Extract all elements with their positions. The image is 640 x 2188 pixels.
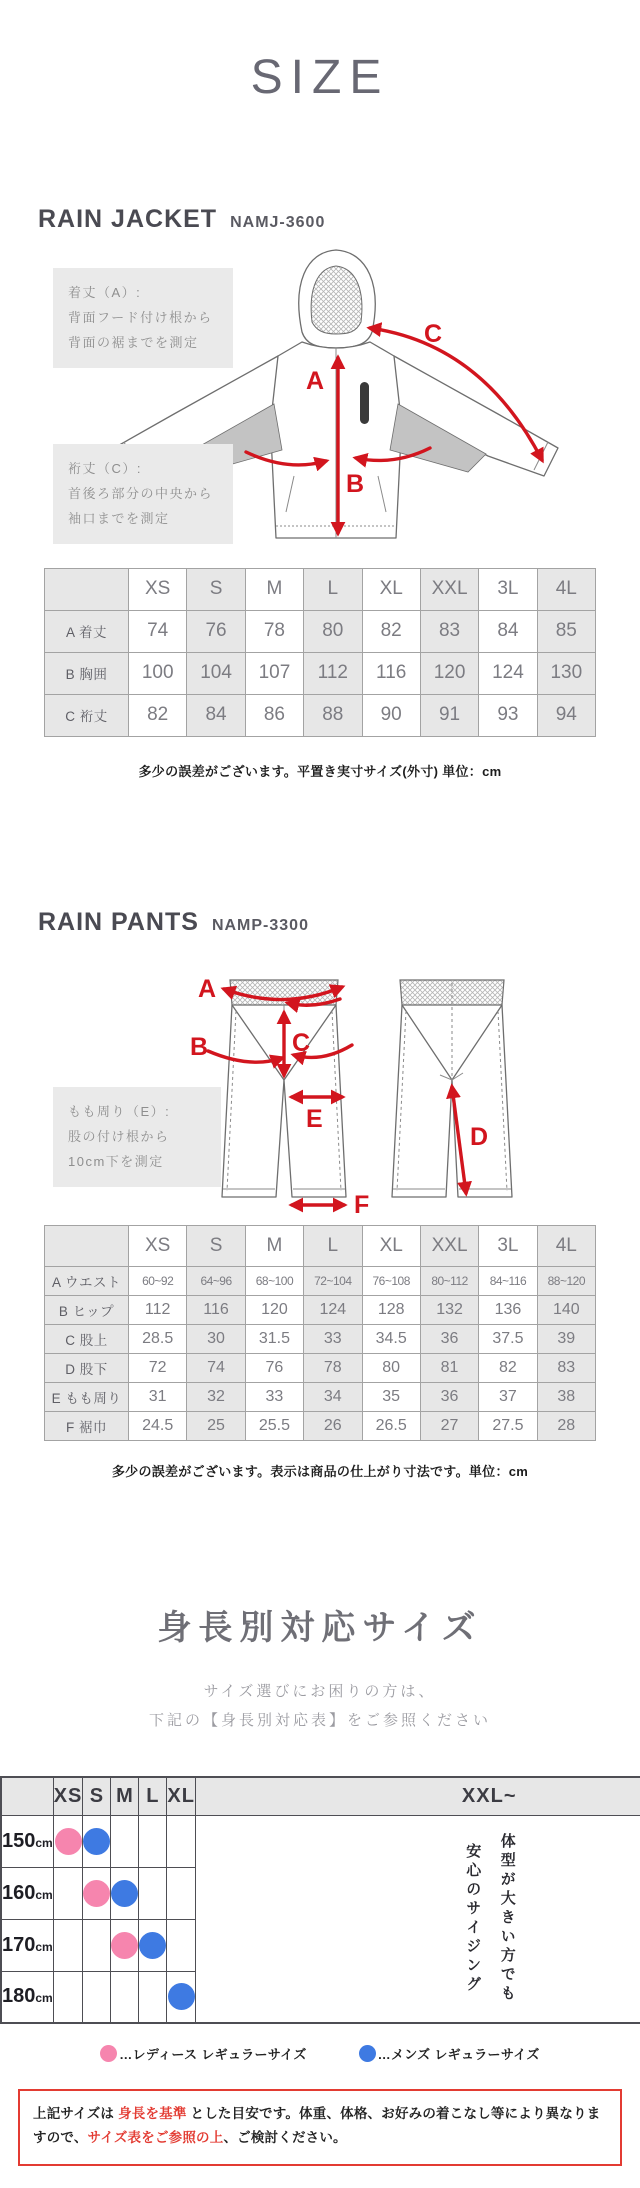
height-table-corner [1, 1777, 53, 1816]
height-column-header: XXL~ [195, 1777, 640, 1816]
size-value-cell: 76 [245, 1353, 303, 1382]
size-value-cell: 120 [245, 1295, 303, 1324]
size-value-cell: 90 [362, 694, 420, 736]
height-size-cell [53, 1867, 83, 1919]
size-value-cell: 84 [479, 610, 537, 652]
mens-size-dot [139, 1932, 166, 1959]
height-row-label: 160cm [1, 1867, 53, 1919]
jacket-measure-note-c: 裄丈（C）: 首後ろ部分の中央から 袖口までを測定 [53, 444, 233, 544]
size-column-header: 4L [537, 568, 595, 610]
jacket-table-note: 多少の誤差がございます。平置き実寸サイズ(外寸) 単位：cm [138, 763, 502, 779]
footer-note-highlight: 身長を基準 [118, 2106, 187, 2122]
size-table-corner [45, 568, 129, 610]
footer-note-highlight: サイズ表をご参照の上 [87, 2130, 224, 2146]
height-side-note: 体型が大きい方でも 安心のサイジング [464, 1833, 516, 2005]
size-column-header: XS [129, 1225, 187, 1266]
size-value-cell: 81 [420, 1353, 478, 1382]
size-value-cell: 124 [304, 1295, 362, 1324]
size-value-cell: 80 [362, 1353, 420, 1382]
size-value-cell: 24.5 [129, 1411, 187, 1440]
pants-label-c: C [292, 1028, 311, 1057]
pants-figure [0, 945, 640, 1215]
size-column-header: 4L [537, 1225, 595, 1266]
height-column-header: XL [167, 1777, 196, 1816]
size-column-header: XL [362, 1225, 420, 1266]
size-column-header: XS [129, 568, 187, 610]
size-value-cell: 31.5 [245, 1324, 303, 1353]
height-size-cell [139, 1919, 167, 1971]
size-table-corner [45, 1225, 129, 1266]
size-column-header: XXL [420, 568, 478, 610]
height-size-cell [53, 1815, 83, 1867]
footer-note [18, 2089, 622, 2166]
size-value-cell: 100 [129, 652, 187, 694]
height-size-cell [83, 1867, 111, 1919]
size-value-cell: 37.5 [479, 1324, 537, 1353]
size-value-cell: 112 [129, 1295, 187, 1324]
mens-size-dot [83, 1828, 110, 1855]
mens-size-dot [168, 1983, 195, 2010]
size-value-cell: 39 [537, 1324, 595, 1353]
height-row-label: 150cm [1, 1815, 53, 1867]
size-value-cell: 60~92 [129, 1266, 187, 1295]
pants-measure-note-e: もも周り（E）: 股の付け根から 10cm下を測定 [53, 1087, 221, 1187]
mens-size-dot [111, 1880, 138, 1907]
size-value-cell: 68~100 [245, 1266, 303, 1295]
size-value-cell: 27 [420, 1411, 478, 1440]
pants-model-number: NAMP-3300 [211, 916, 309, 934]
size-value-cell: 120 [420, 652, 478, 694]
size-value-cell: 80~112 [420, 1266, 478, 1295]
size-value-cell: 30 [187, 1324, 245, 1353]
size-column-header: S [187, 1225, 245, 1266]
size-column-header: XXL [420, 1225, 478, 1266]
size-column-header: L [304, 1225, 362, 1266]
jacket-measure-note-a: 着丈（A）: 背面フード付け根から 背面の裾までを測定 [53, 268, 233, 368]
height-column-header: M [111, 1777, 139, 1816]
size-value-cell: 74 [129, 610, 187, 652]
size-value-cell: 76 [187, 610, 245, 652]
size-value-cell: 38 [537, 1382, 595, 1411]
size-column-header: M [245, 568, 303, 610]
legend-label: …メンズ レギュラーサイズ [377, 2047, 540, 2063]
height-section-title: 身長別対応サイズ [157, 1608, 483, 1647]
pants-label-d: D [470, 1122, 489, 1151]
size-value-cell: 35 [362, 1382, 420, 1411]
jacket-model-number: NAMJ-3600 [230, 213, 326, 231]
size-value-cell: 25.5 [245, 1411, 303, 1440]
height-size-cell [139, 1867, 167, 1919]
size-value-cell: 107 [245, 652, 303, 694]
size-value-cell: 128 [362, 1295, 420, 1324]
size-value-cell: 33 [245, 1382, 303, 1411]
size-row-label: E もも周り [45, 1382, 129, 1411]
height-size-cell [139, 1971, 167, 2023]
height-column-header: XS [53, 1777, 83, 1816]
womens-legend-dot [100, 2045, 117, 2062]
size-value-cell: 91 [420, 694, 478, 736]
size-column-header: M [245, 1225, 303, 1266]
size-value-cell: 72 [129, 1353, 187, 1382]
pants-title: RAIN PANTS [38, 907, 199, 936]
pants-label-b: B [190, 1032, 209, 1061]
height-column-header: L [139, 1777, 167, 1816]
footer-note-text: 、ご検討ください。 [223, 2130, 347, 2146]
size-value-cell: 84 [187, 694, 245, 736]
size-value-cell: 74 [187, 1353, 245, 1382]
womens-size-dot [83, 1880, 110, 1907]
size-value-cell: 34 [304, 1382, 362, 1411]
size-row-label: B ヒップ [45, 1295, 129, 1324]
mens-legend-dot [359, 2045, 376, 2062]
size-value-cell: 130 [537, 652, 595, 694]
size-value-cell: 104 [187, 652, 245, 694]
height-size-cell [139, 1815, 167, 1867]
height-size-cell [111, 1815, 139, 1867]
size-value-cell: 80 [304, 610, 362, 652]
size-row-label: B 胸囲 [45, 652, 129, 694]
height-chart-table [0, 1776, 640, 2025]
height-row-label: 180cm [1, 1971, 53, 2023]
size-value-cell: 82 [479, 1353, 537, 1382]
height-row-label: 170cm [1, 1919, 53, 1971]
legend-item [100, 2044, 306, 2063]
height-size-cell [167, 1815, 196, 1867]
jacket-size-table [44, 568, 596, 737]
pants-label-e: E [306, 1104, 323, 1133]
height-size-cell [83, 1815, 111, 1867]
legend-label: …レディース レギュラーサイズ [119, 2047, 307, 2063]
pants-section-heading [0, 908, 640, 937]
height-size-cell [167, 1919, 196, 1971]
size-value-cell: 72~104 [304, 1266, 362, 1295]
size-value-cell: 86 [245, 694, 303, 736]
size-row-label: A 着丈 [45, 610, 129, 652]
size-legend [0, 2044, 640, 2063]
height-size-cell [111, 1971, 139, 2023]
size-value-cell: 33 [304, 1324, 362, 1353]
size-column-header: XL [362, 568, 420, 610]
size-value-cell: 94 [537, 694, 595, 736]
size-value-cell: 34.5 [362, 1324, 420, 1353]
pants-label-a: A [198, 974, 217, 1003]
jacket-label-a: A [306, 366, 325, 395]
womens-size-dot [55, 1828, 82, 1855]
size-value-cell: 84~116 [479, 1266, 537, 1295]
size-value-cell: 36 [420, 1324, 478, 1353]
size-value-cell: 27.5 [479, 1411, 537, 1440]
size-value-cell: 132 [420, 1295, 478, 1324]
size-value-cell: 37 [479, 1382, 537, 1411]
size-value-cell: 116 [187, 1295, 245, 1324]
height-section-subtitle: サイズ選びにお困りの方は、 下記の【身長別対応表】をご参照ください [148, 1683, 491, 1730]
footer-note-text: とした目安です。体重、体格、お好みの着こなし等により異なりますので、 [33, 2106, 601, 2146]
height-size-cell [167, 1867, 196, 1919]
size-value-cell: 32 [187, 1382, 245, 1411]
jacket-hood-lining [311, 266, 362, 334]
pants-size-table [44, 1225, 596, 1441]
size-value-cell: 26.5 [362, 1411, 420, 1440]
size-value-cell: 116 [362, 652, 420, 694]
size-value-cell: 93 [479, 694, 537, 736]
size-value-cell: 28.5 [129, 1324, 187, 1353]
size-value-cell: 82 [129, 694, 187, 736]
size-value-cell: 88 [304, 694, 362, 736]
size-value-cell: 83 [420, 610, 478, 652]
height-size-cell [167, 1971, 196, 2023]
size-column-header: 3L [479, 1225, 537, 1266]
pants-label-f: F [354, 1190, 370, 1215]
height-size-cell [111, 1867, 139, 1919]
jacket-title: RAIN JACKET [38, 204, 218, 233]
height-size-cell [53, 1919, 83, 1971]
jacket-label-c: C [424, 319, 443, 348]
size-value-cell: 28 [537, 1411, 595, 1440]
page-title: SIZE [250, 51, 390, 104]
size-row-label: A ウエスト [45, 1266, 129, 1295]
jacket-figure [0, 244, 640, 556]
size-value-cell: 124 [479, 652, 537, 694]
size-value-cell: 85 [537, 610, 595, 652]
size-value-cell: 31 [129, 1382, 187, 1411]
height-size-cell [83, 1919, 111, 1971]
size-value-cell: 25 [187, 1411, 245, 1440]
womens-size-dot [111, 1932, 138, 1959]
size-value-cell: 82 [362, 610, 420, 652]
height-side-note-cell [195, 1815, 640, 2023]
size-column-header: 3L [479, 568, 537, 610]
size-row-label: F 裾巾 [45, 1411, 129, 1440]
size-value-cell: 140 [537, 1295, 595, 1324]
size-row-label: D 股下 [45, 1353, 129, 1382]
size-value-cell: 88~120 [537, 1266, 595, 1295]
size-value-cell: 83 [537, 1353, 595, 1382]
height-size-cell [53, 1971, 83, 2023]
size-value-cell: 76~108 [362, 1266, 420, 1295]
jacket-label-b: B [346, 469, 365, 498]
size-value-cell: 64~96 [187, 1266, 245, 1295]
height-column-header: S [83, 1777, 111, 1816]
size-row-label: C 裄丈 [45, 694, 129, 736]
size-column-header: L [304, 568, 362, 610]
size-column-header: S [187, 568, 245, 610]
size-value-cell: 136 [479, 1295, 537, 1324]
size-value-cell: 78 [304, 1353, 362, 1382]
height-size-cell [83, 1971, 111, 2023]
jacket-chest-pocket-zip [360, 382, 369, 424]
jacket-section-heading [0, 205, 640, 234]
size-row-label: C 股上 [45, 1324, 129, 1353]
size-value-cell: 78 [245, 610, 303, 652]
size-value-cell: 26 [304, 1411, 362, 1440]
pants-table-note: 多少の誤差がございます。表示は商品の仕上がり寸法です。単位：cm [111, 1463, 529, 1479]
footer-note-text: 上記サイズは [33, 2106, 119, 2122]
size-value-cell: 36 [420, 1382, 478, 1411]
height-size-cell [111, 1919, 139, 1971]
legend-item [359, 2044, 540, 2063]
size-value-cell: 112 [304, 652, 362, 694]
